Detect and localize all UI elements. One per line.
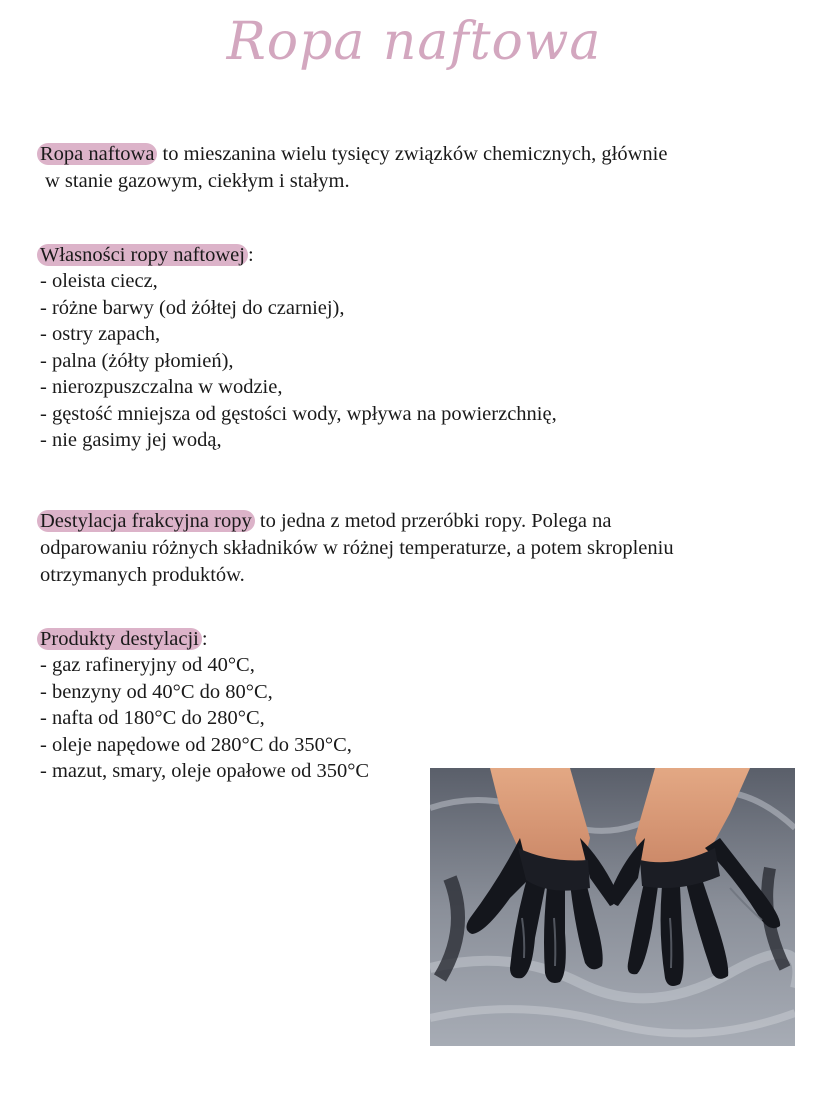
- distillation-line2: odparowaniu różnych składników w różnej temperaturze, a potem skropleniu: [40, 537, 674, 559]
- list-item: - palna (żółty płomień),: [40, 349, 234, 372]
- list-item: - nafta od 180°C do 280°C,: [40, 707, 265, 729]
- products-heading: [40, 626, 208, 653]
- list-item: - oleje napędowe od 280°C do 350°C,: [40, 733, 352, 756]
- intro-line2: w stanie gazowym, ciekłym i stałym.: [45, 170, 350, 192]
- properties-list: [40, 268, 557, 454]
- properties-heading-colon: :: [247, 244, 254, 266]
- products-heading-colon: :: [201, 628, 208, 650]
- list-item: - różne barwy (od żółtej do czarniej),: [40, 296, 345, 319]
- distillation-highlight: Destylacja frakcyjna ropy: [37, 510, 255, 532]
- list-item: - nierozpuszczalna w wodzie,: [40, 376, 283, 398]
- list-item: - oleista ciecz,: [40, 270, 158, 292]
- list-item: - gaz rafineryjny od 40°C,: [40, 654, 255, 676]
- list-item: - benzyny od 40°C do 80°C,: [40, 680, 273, 703]
- distillation-line1: to jedna z metod przeróbki ropy. Polega na: [254, 510, 612, 532]
- list-item: - mazut, smary, oleje opałowe od 350°C: [40, 760, 370, 782]
- oil-hands-photo: [430, 768, 795, 1046]
- distillation-line3: otrzymanych produktów.: [40, 564, 245, 586]
- oil-hands-illustration: [430, 768, 795, 1046]
- intro-line1: to mieszanina wielu tysięcy związków chemicznych, głównie: [157, 143, 668, 165]
- products-heading-highlight: Produkty destylacji: [37, 628, 202, 650]
- products-list: [40, 652, 369, 785]
- list-item: - ostry zapach,: [40, 323, 161, 345]
- properties-heading: [40, 242, 254, 269]
- distillation-paragraph: [40, 508, 800, 589]
- page-title: Ropa naftowa: [226, 12, 602, 72]
- properties-heading-highlight: Własności ropy naftowej: [37, 244, 248, 266]
- intro-highlight: Ropa naftowa: [37, 143, 157, 165]
- list-item: - nie gasimy jej wodą,: [40, 429, 222, 451]
- list-item: - gęstość mniejsza od gęstości wody, wpływa na powierzchnię,: [40, 402, 557, 425]
- intro-paragraph: [40, 141, 780, 195]
